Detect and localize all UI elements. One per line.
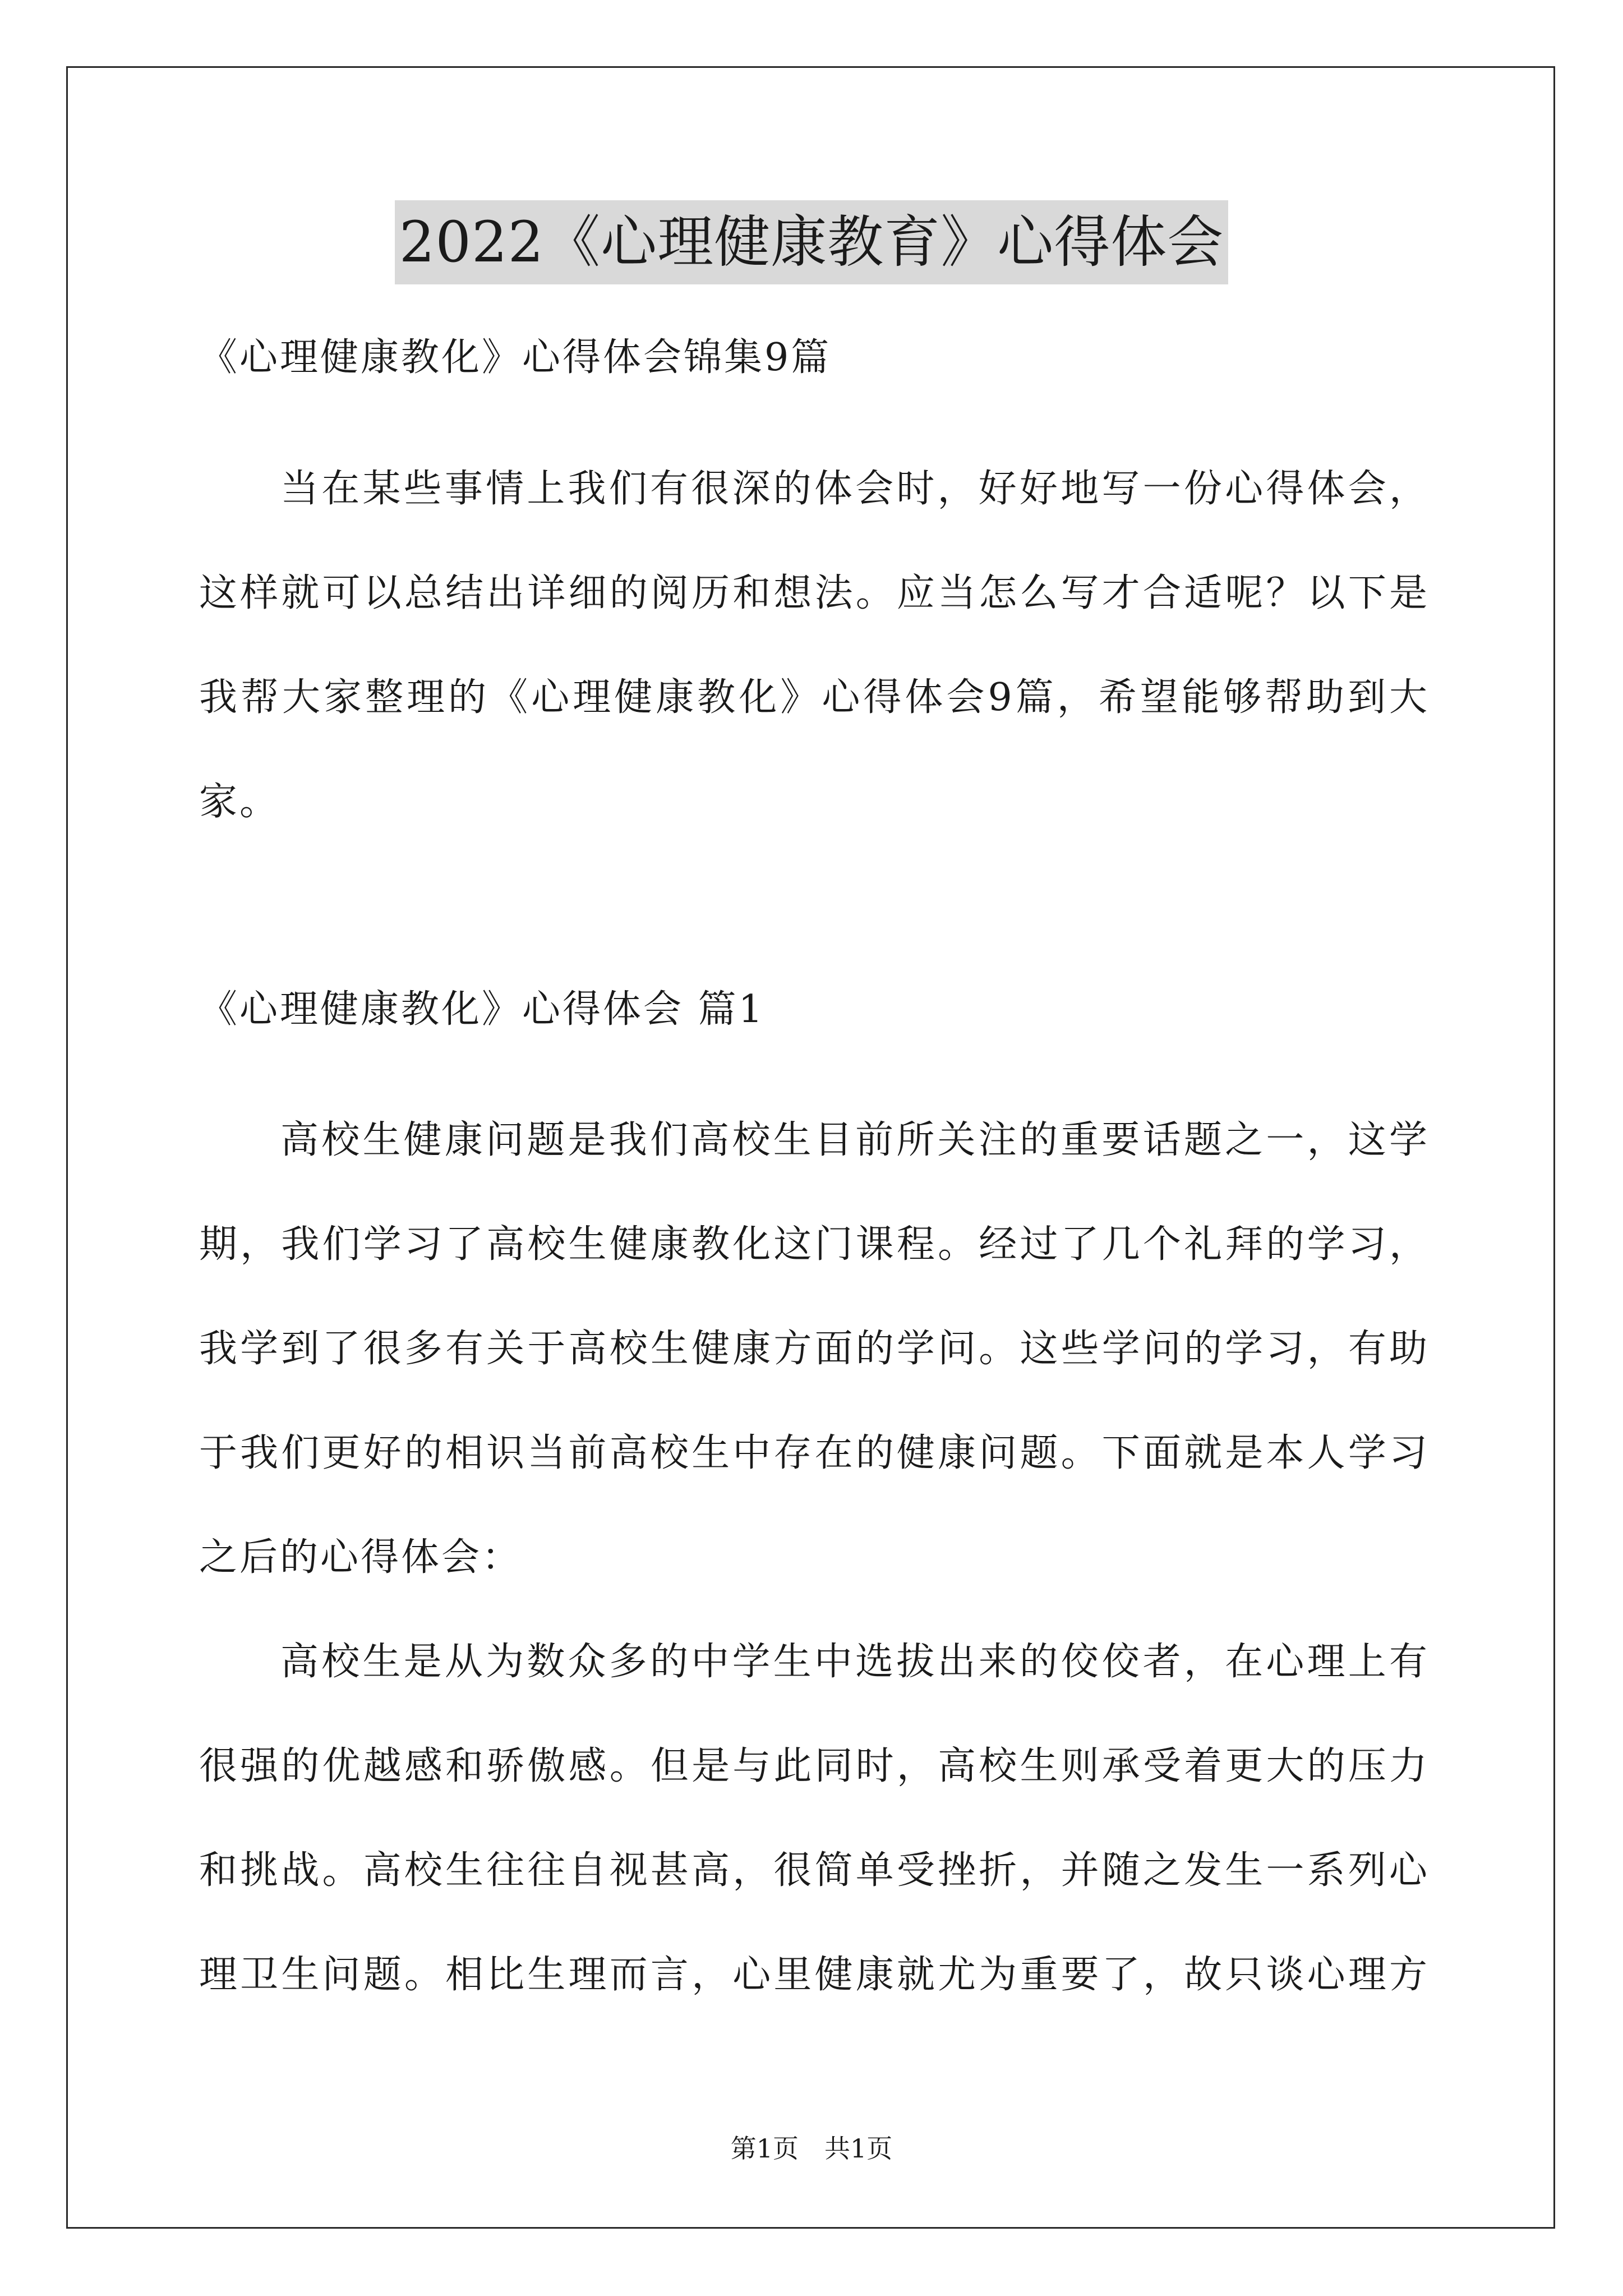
paragraph2-line-3: 和挑战。高校生往往自视甚高，很简单受挫折，并随之发生一系列心: [199, 1848, 1427, 1893]
document-title-text: 2022《心理健康教育》心得体会: [395, 200, 1229, 284]
page-number-footer: 第1页 共1页: [730, 2133, 893, 2164]
paragraph1-line-4: 于我们更好的相识当前高校生中存在的健康问题。下面就是本人学习: [199, 1431, 1427, 1475]
paragraph1-line-5: 之后的心得体会：: [199, 1535, 523, 1580]
paragraph1-line-2: 期，我们学习了高校生健康教化这门课程。经过了几个礼拜的学习，: [199, 1222, 1427, 1267]
document-subtitle: 《心理健康教化》心得体会锦集9篇: [199, 335, 832, 380]
paragraph1-line-1: 高校生健康问题是我们高校生目前所关注的重要话题之一，这学: [280, 1118, 1427, 1162]
section-heading: 《心理健康教化》心得体会 篇1: [199, 987, 765, 1032]
intro-line-1: 当在某些事情上我们有很深的体会时，好好地写一份心得体会，: [280, 467, 1427, 511]
intro-line-3: 我帮大家整理的《心理健康教化》心得体会9篇，希望能够帮助到大: [199, 675, 1427, 720]
intro-line-2: 这样就可以总结出详细的阅历和想法。应当怎么写才合适呢？以下是: [199, 571, 1427, 615]
paragraph2-line-2: 很强的优越感和骄傲感。但是与此同时，高校生则承受着更大的压力: [199, 1744, 1427, 1788]
intro-line-4: 家。: [199, 780, 280, 824]
paragraph2-line-4: 理卫生问题。相比生理而言，心里健康就尤为重要了，故只谈心理方: [199, 1953, 1427, 1997]
paragraph1-line-3: 我学到了很多有关于高校生健康方面的学问。这些学问的学习，有助: [199, 1327, 1427, 1371]
document-title: [0, 200, 1623, 284]
paragraph2-line-1: 高校生是从为数众多的中学生中选拔出来的佼佼者，在心理上有: [280, 1640, 1427, 1684]
